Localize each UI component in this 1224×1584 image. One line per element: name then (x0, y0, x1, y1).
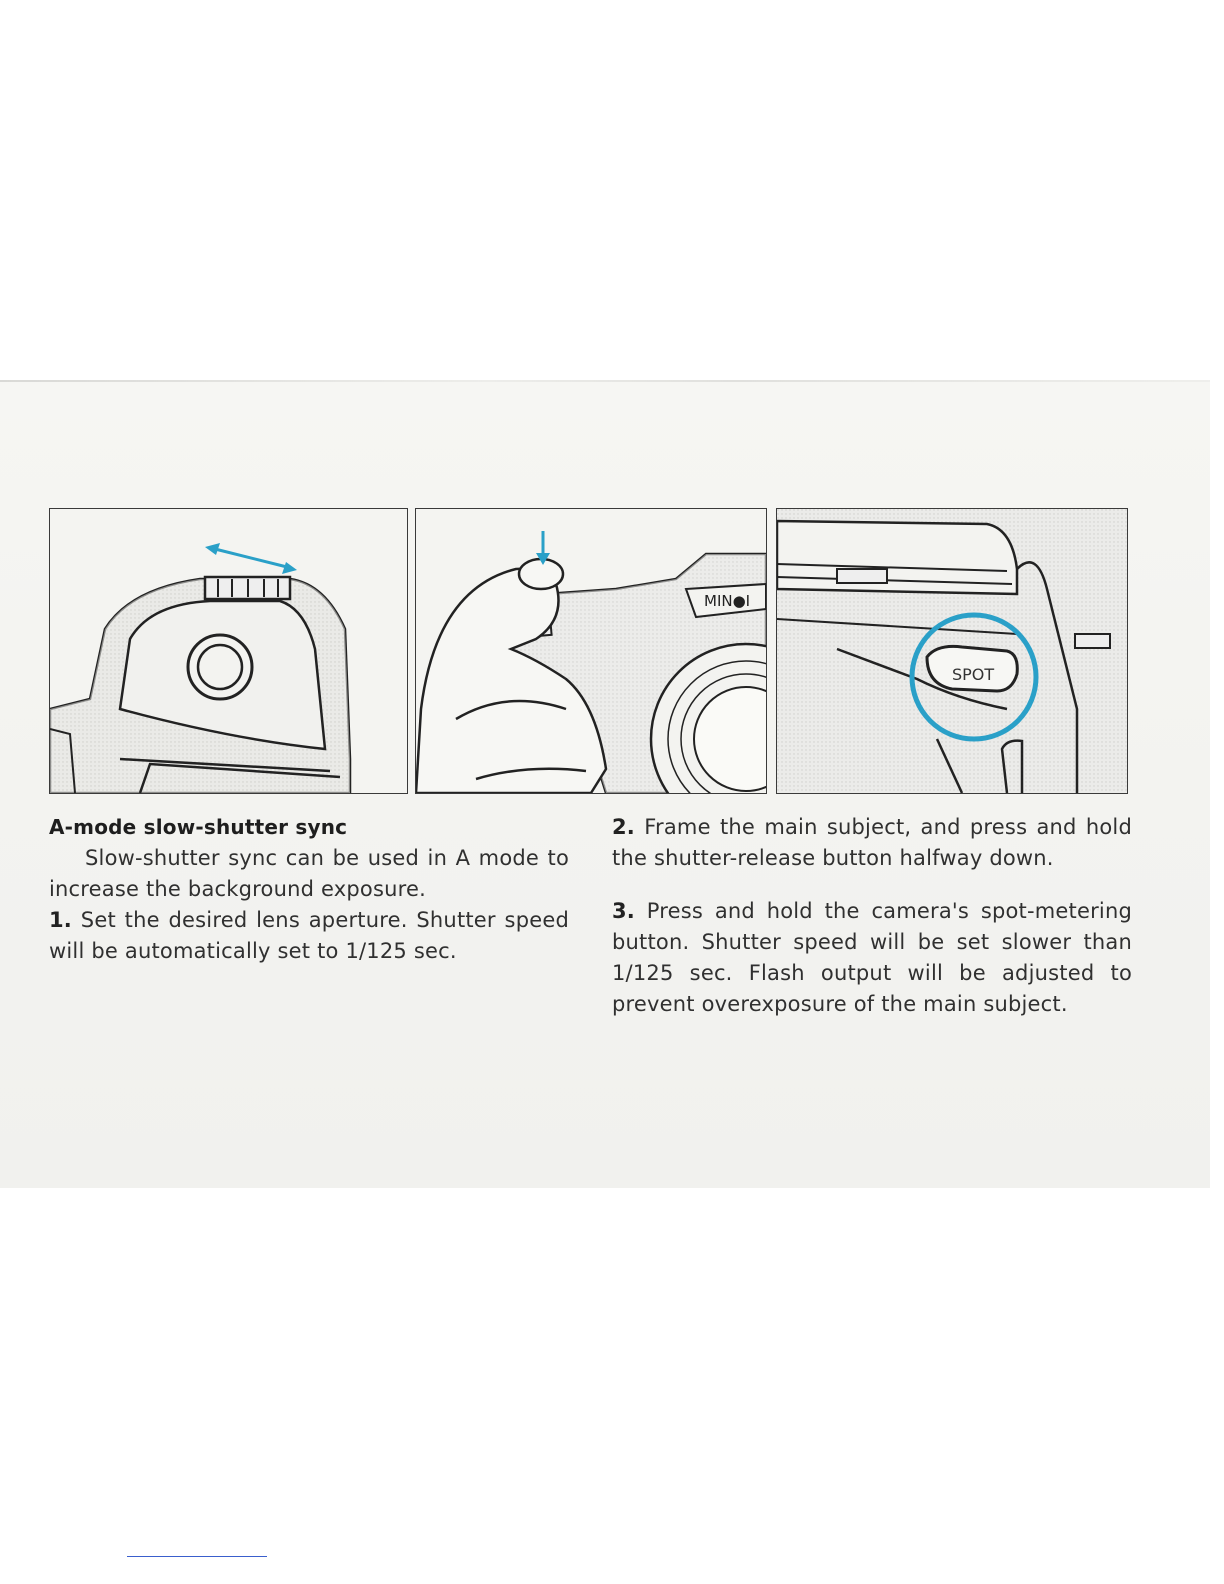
figure-shutter-release (415, 508, 767, 794)
figure-spot-button (776, 508, 1128, 794)
step-3 (612, 896, 1132, 1020)
intro-paragraph: Slow-shutter sync can be used in A mode to increase the background exposure. (49, 846, 569, 901)
step-2 (612, 812, 1132, 874)
page-top-edge (0, 380, 1224, 382)
shutter-release-illustration (416, 509, 766, 793)
step-2-number: 2. (612, 815, 635, 839)
bottom-rule (127, 1556, 267, 1557)
step-1-number: 1. (49, 908, 72, 932)
page-right-edge (1210, 380, 1224, 1188)
step-1 (49, 905, 569, 967)
flash-switch-illustration (50, 509, 407, 793)
step-3-text: Press and hold the camera's spot-metering button. Shutter speed will be set slower than 1/125 sec. Flash output will be adjusted to prevent overexposure of the main subject. (612, 899, 1132, 1016)
left-column (49, 812, 569, 967)
double-arrow-icon (205, 543, 297, 574)
step-1-text: Set the desired lens aperture. Shutter speed will be automatically set to 1/125 sec. (49, 908, 569, 963)
step-2-text: Frame the main subject, and press and hold the shutter-release button halfway down. (612, 815, 1132, 870)
spot-button-label: SPOT (952, 665, 995, 684)
camera-brand-text: MIN●I (704, 592, 751, 610)
section-heading: A-mode slow-shutter sync (49, 815, 348, 839)
spot-button-illustration (777, 509, 1127, 793)
figure-flash-switch (49, 508, 408, 794)
right-column (612, 812, 1132, 1020)
step-3-number: 3. (612, 899, 635, 923)
